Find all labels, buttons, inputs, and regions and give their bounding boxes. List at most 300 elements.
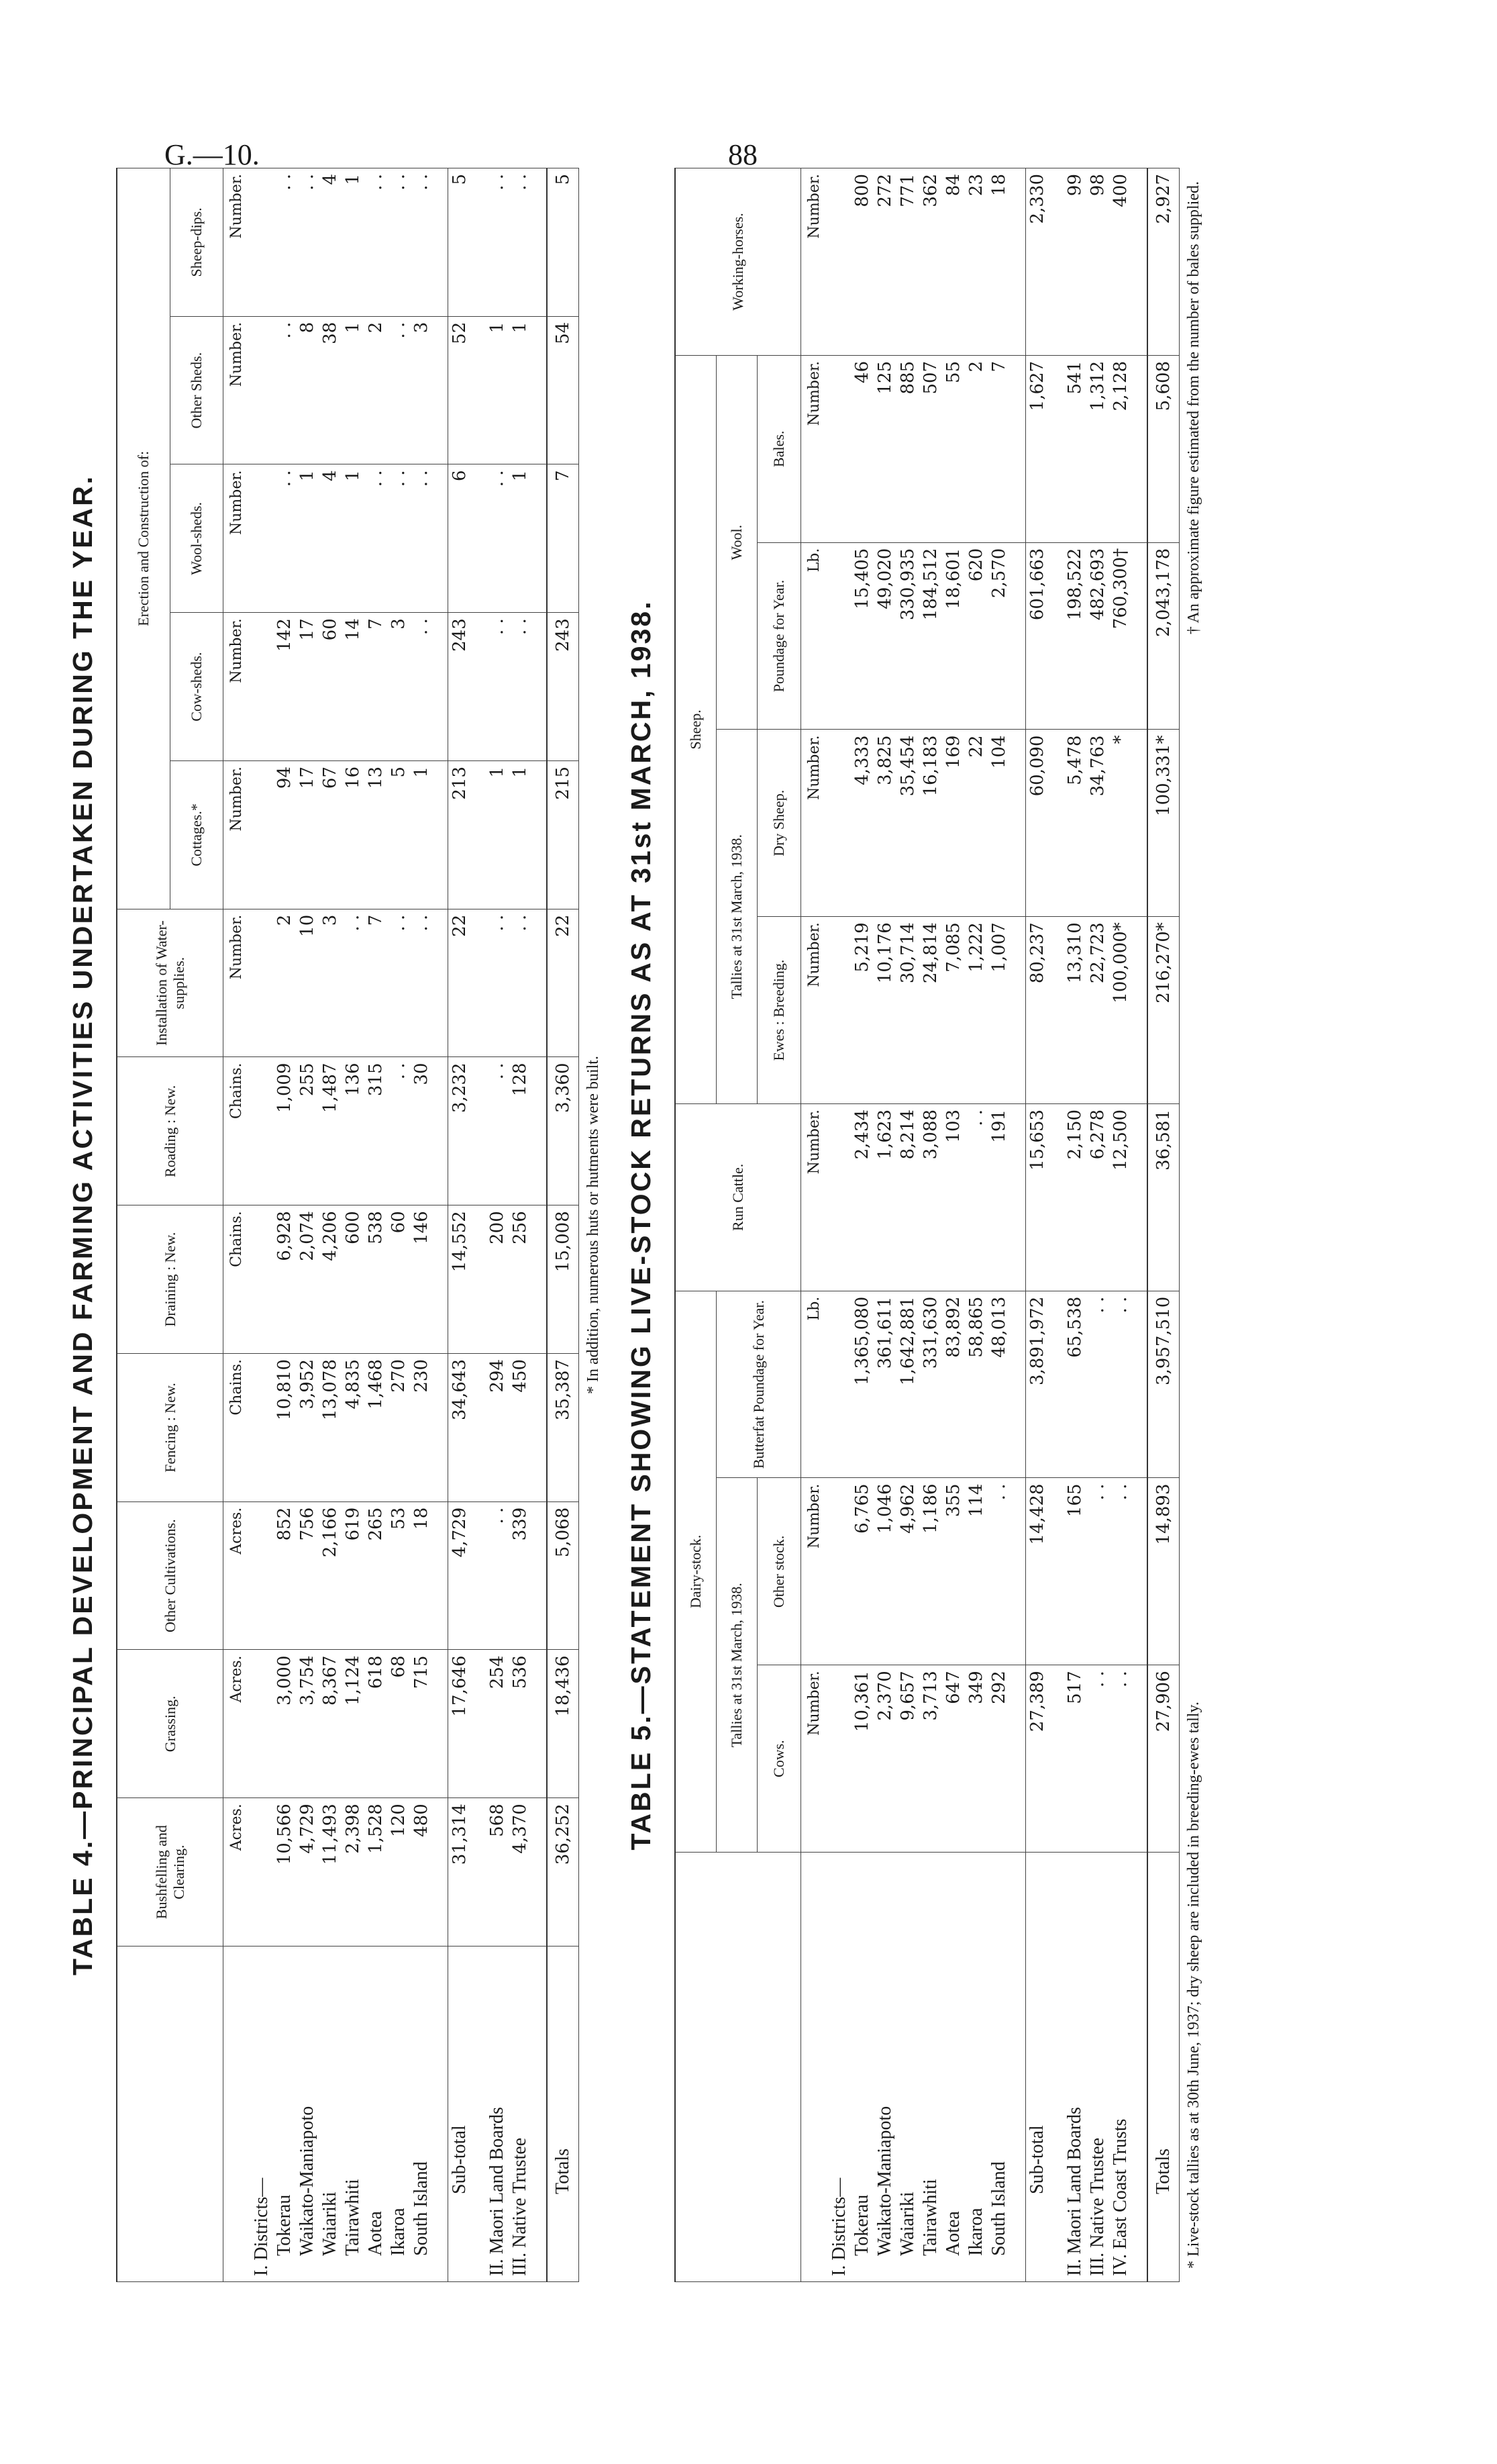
table-cell: 11,493 xyxy=(319,1798,342,1946)
row-label xyxy=(531,1946,547,2282)
row-label: Waiariki xyxy=(319,1946,342,2282)
table-cell xyxy=(828,1291,851,1478)
table-row xyxy=(410,168,433,2282)
row-label: Tairawhiti xyxy=(342,1946,364,2282)
table-cell xyxy=(828,1478,851,1665)
table5-col-header: Working-horses. xyxy=(675,168,801,356)
table4-title: TABLE 4.—PRINCIPAL DEVELOPMENT AND FARMING ACTIVITIES UNDERTAKEN DURING THE YEAR. xyxy=(67,474,98,1976)
table-cell: 647 xyxy=(942,1665,965,1853)
table-row xyxy=(319,168,342,2282)
table-cell: 3,000 xyxy=(273,1650,296,1798)
table-cell xyxy=(1132,1478,1147,1665)
table-cell: 538 xyxy=(364,1205,387,1354)
table-cell xyxy=(471,1205,486,1354)
table-cell xyxy=(471,464,486,613)
table-cell: 771 xyxy=(896,168,919,356)
row-label: Tokerau xyxy=(851,1853,874,2282)
table-cell xyxy=(471,1798,486,1946)
table-cell: 2,043,178 xyxy=(1147,542,1180,730)
table-cell: . . xyxy=(486,168,509,317)
table-cell: . . xyxy=(273,316,296,464)
table-cell: 22,723 xyxy=(1086,917,1109,1104)
table-cell: 1,007 xyxy=(988,917,1011,1104)
table-cell: 191 xyxy=(988,1103,1011,1291)
table-cell: 216,270* xyxy=(1147,917,1180,1104)
table-cell: . . xyxy=(486,464,509,613)
row-label xyxy=(433,1946,448,2282)
table-cell xyxy=(828,917,851,1104)
table-cell: 10,176 xyxy=(874,917,896,1104)
table-cell xyxy=(1011,1103,1026,1291)
table-cell xyxy=(471,1501,486,1650)
row-label: South Island xyxy=(988,1853,1011,2282)
table-cell xyxy=(828,1103,851,1291)
row-label: Ikaroa xyxy=(387,1946,410,2282)
totals-row xyxy=(547,168,579,2282)
table5-col-header: Ewes : Breeding. xyxy=(758,917,801,1104)
table-cell: Number. xyxy=(801,168,829,356)
row-label: III. Native Trustee xyxy=(1086,1853,1109,2282)
table-cell: 18 xyxy=(410,1501,433,1650)
table5-col-header: Other stock. xyxy=(758,1478,801,1665)
table-cell xyxy=(1011,168,1026,356)
table-cell: 6,278 xyxy=(1086,1103,1109,1291)
table-cell: 10,361 xyxy=(851,1665,874,1853)
table-cell: 54 xyxy=(547,316,579,464)
table-cell: 1 xyxy=(509,464,531,613)
row-label: Sub-total xyxy=(1026,1853,1049,2282)
table-cell: . . xyxy=(387,909,410,1057)
table-cell: 1 xyxy=(509,316,531,464)
table-cell: 6,928 xyxy=(273,1205,296,1354)
table-cell: . . xyxy=(1109,1291,1132,1478)
table-cell: 1 xyxy=(509,761,531,909)
table-cell: . . xyxy=(988,1478,1011,1665)
table-cell xyxy=(531,613,547,761)
table-cell: 800 xyxy=(851,168,874,356)
row-label: South Island xyxy=(410,1946,433,2282)
table-cell: 2,166 xyxy=(319,1501,342,1650)
table-cell xyxy=(1049,1478,1064,1665)
row-label xyxy=(1011,1853,1026,2282)
table-cell: 8,367 xyxy=(319,1650,342,1798)
table-cell: 165 xyxy=(1064,1478,1086,1665)
table-cell xyxy=(531,316,547,464)
table-row xyxy=(387,168,410,2282)
table-cell: Number. xyxy=(223,464,251,613)
table-row xyxy=(509,168,531,2282)
table-cell: 23 xyxy=(965,168,988,356)
row-label: III. Native Trustee xyxy=(509,1946,531,2282)
table-cell xyxy=(1132,917,1147,1104)
table-cell: . . xyxy=(387,168,410,317)
table-cell xyxy=(531,909,547,1057)
table-cell xyxy=(471,761,486,909)
table-cell: 5 xyxy=(448,168,472,317)
table-cell: 3 xyxy=(319,909,342,1057)
table-cell: 16 xyxy=(342,761,364,909)
table-cell: 1 xyxy=(342,464,364,613)
table-cell: 600 xyxy=(342,1205,364,1354)
table-cell: 213 xyxy=(448,761,472,909)
table-cell: Number. xyxy=(801,730,829,917)
table-cell: 5 xyxy=(547,168,579,317)
table4-group-header: Erection and Construction of: xyxy=(117,168,170,909)
table-cell: 5,478 xyxy=(1064,730,1086,917)
subtotal-row xyxy=(448,168,472,2282)
table4 xyxy=(116,168,579,2282)
table-cell: 1,046 xyxy=(874,1478,896,1665)
table-cell: . . xyxy=(1086,1291,1109,1478)
table-cell: 1 xyxy=(486,316,509,464)
table-cell: . . xyxy=(364,464,387,613)
spacer-row xyxy=(433,168,448,2282)
table-cell: 34,763 xyxy=(1086,730,1109,917)
table-row xyxy=(851,168,874,2282)
table-cell: 30 xyxy=(410,1057,433,1205)
page-reference: G.—10. xyxy=(164,138,260,171)
table5-col-header: Dry Sheep. xyxy=(758,730,801,917)
table-cell: 4 xyxy=(319,168,342,317)
table-cell: 8 xyxy=(296,316,319,464)
table-cell: 450 xyxy=(509,1354,531,1502)
table-cell xyxy=(828,1665,851,1853)
table-cell: 2 xyxy=(965,355,988,542)
table-cell: 3,088 xyxy=(919,1103,942,1291)
table5-col-header: Bales. xyxy=(758,355,801,542)
table-cell: 146 xyxy=(410,1205,433,1354)
row-label: Waikato-Maniapoto xyxy=(296,1946,319,2282)
spacer-row xyxy=(531,168,547,2282)
table-cell: 2 xyxy=(273,909,296,1057)
table-cell: 36,252 xyxy=(547,1798,579,1946)
table-cell: 507 xyxy=(919,355,942,542)
table-cell: 760,300† xyxy=(1109,542,1132,730)
table-cell xyxy=(1011,1291,1026,1478)
table4-col-header: Wool-sheds. xyxy=(170,464,223,613)
table-cell: 7,085 xyxy=(942,917,965,1104)
table-cell: 1 xyxy=(410,761,433,909)
table-cell: . . xyxy=(509,168,531,317)
table-cell: . . xyxy=(364,168,387,317)
table-cell: 55 xyxy=(942,355,965,542)
table-cell: 15,008 xyxy=(547,1205,579,1354)
table-cell: 1 xyxy=(486,761,509,909)
table-cell xyxy=(433,1798,448,1946)
table-cell: 292 xyxy=(988,1665,1011,1853)
table-cell: 9,657 xyxy=(896,1665,919,1853)
table-cell xyxy=(250,1501,273,1650)
table-row xyxy=(874,168,896,2282)
table-cell: 68 xyxy=(387,1650,410,1798)
table-cell: Number. xyxy=(223,316,251,464)
table-cell: 15,405 xyxy=(851,542,874,730)
row-label: Aotea xyxy=(942,1853,965,2282)
table-cell xyxy=(1011,1478,1026,1665)
table-cell: 6 xyxy=(448,464,472,613)
table-cell: 14,893 xyxy=(1147,1478,1180,1665)
row-label xyxy=(471,1946,486,2282)
table-cell xyxy=(433,1205,448,1354)
table4-footnote: * In addition, numerous huts or hutments were built. xyxy=(584,1056,602,1394)
table-cell: 1,312 xyxy=(1086,355,1109,542)
table-cell xyxy=(1049,168,1064,356)
table-cell: 14,552 xyxy=(448,1205,472,1354)
table-cell: 13 xyxy=(364,761,387,909)
table-cell: 243 xyxy=(547,613,579,761)
table-cell: 270 xyxy=(387,1354,410,1502)
table-cell: 10,810 xyxy=(273,1354,296,1502)
table-cell: 2 xyxy=(364,316,387,464)
table-row xyxy=(896,168,919,2282)
table-cell: 1,124 xyxy=(342,1650,364,1798)
table-cell: . . xyxy=(410,464,433,613)
table-cell: . . xyxy=(410,613,433,761)
table-cell: 330,935 xyxy=(896,542,919,730)
table-cell: 756 xyxy=(296,1501,319,1650)
table-cell xyxy=(1049,355,1064,542)
table-cell: 35,454 xyxy=(896,730,919,917)
table-cell: 15,653 xyxy=(1026,1103,1049,1291)
table-cell: 1,642,881 xyxy=(896,1291,919,1478)
table-cell: 4,206 xyxy=(319,1205,342,1354)
table-cell: 3,232 xyxy=(448,1057,472,1205)
table-cell xyxy=(1049,1665,1064,1853)
table-cell xyxy=(531,168,547,317)
table4-col-header: Roading : New. xyxy=(117,1057,223,1205)
table-cell: 18,436 xyxy=(547,1650,579,1798)
table-cell: 24,814 xyxy=(919,917,942,1104)
table-cell xyxy=(1132,355,1147,542)
row-label: Aotea xyxy=(364,1946,387,2282)
table5-group-tallies: Tallies at 31st March, 1938. xyxy=(717,1478,758,1853)
table-cell xyxy=(471,1057,486,1205)
table-cell: 98 xyxy=(1086,168,1109,356)
table-cell: 3,713 xyxy=(919,1665,942,1853)
table-cell: . . xyxy=(1109,1478,1132,1665)
table-cell: 331,630 xyxy=(919,1291,942,1478)
table-cell xyxy=(828,168,851,356)
table-cell: . . xyxy=(273,464,296,613)
table-cell xyxy=(471,1650,486,1798)
table-cell: 3,754 xyxy=(296,1650,319,1798)
table-cell: 254 xyxy=(486,1650,509,1798)
row-label: Tairawhiti xyxy=(919,1853,942,2282)
table-cell xyxy=(471,909,486,1057)
table5 xyxy=(674,168,1180,2282)
table-cell: 200 xyxy=(486,1205,509,1354)
table-cell xyxy=(1011,542,1026,730)
table-cell: 885 xyxy=(896,355,919,542)
section-row xyxy=(250,168,273,2282)
table-cell: 4,962 xyxy=(896,1478,919,1665)
table-cell: 400 xyxy=(1109,168,1132,356)
table-cell: 58,865 xyxy=(965,1291,988,1478)
table-cell: 120 xyxy=(387,1798,410,1946)
table-cell: . . xyxy=(410,909,433,1057)
table-cell: 30,714 xyxy=(896,917,919,1104)
table-cell: 1 xyxy=(296,464,319,613)
table-cell: 18 xyxy=(988,168,1011,356)
table-cell: 5,068 xyxy=(547,1501,579,1650)
table-cell xyxy=(433,464,448,613)
row-label: Totals xyxy=(1147,1853,1180,2282)
row-label: I. Districts— xyxy=(828,1853,851,2282)
table-row xyxy=(942,168,965,2282)
table-cell: 22 xyxy=(547,909,579,1057)
table-cell: 14 xyxy=(342,613,364,761)
table-cell xyxy=(250,1057,273,1205)
row-label: Ikaroa xyxy=(965,1853,988,2282)
table-row xyxy=(1109,168,1132,2282)
table-cell: 3 xyxy=(410,316,433,464)
table-cell: 3,952 xyxy=(296,1354,319,1502)
row-label: Tokerau xyxy=(273,1946,296,2282)
table-cell: 482,693 xyxy=(1086,542,1109,730)
table5-col-header: Butterfat Poundage for Year. xyxy=(717,1291,801,1478)
table-cell: 142 xyxy=(273,613,296,761)
table-cell: 362 xyxy=(919,168,942,356)
table-cell: 60,090 xyxy=(1026,730,1049,917)
table4-col-header: Other Cultivations. xyxy=(117,1501,223,1650)
table-cell: 852 xyxy=(273,1501,296,1650)
table-cell: Acres. xyxy=(223,1650,251,1798)
table-cell xyxy=(250,761,273,909)
table4-col-header: Cow-sheds. xyxy=(170,613,223,761)
table-cell: 48,013 xyxy=(988,1291,1011,1478)
table-cell: 1,365,080 xyxy=(851,1291,874,1478)
table-cell: * xyxy=(1109,730,1132,917)
table-cell: 7 xyxy=(547,464,579,613)
table-cell: 255 xyxy=(296,1057,319,1205)
table-cell xyxy=(250,1205,273,1354)
table-cell: 294 xyxy=(486,1354,509,1502)
table-cell: 480 xyxy=(410,1798,433,1946)
table-cell: 67 xyxy=(319,761,342,909)
table5-group-sheep: Sheep. xyxy=(675,355,717,1103)
table-cell: 83,892 xyxy=(942,1291,965,1478)
table-cell: 100,331* xyxy=(1147,730,1180,917)
table-cell: 361,611 xyxy=(874,1291,896,1478)
table-row xyxy=(342,168,364,2282)
table-cell: 2,927 xyxy=(1147,168,1180,356)
table-cell: . . xyxy=(410,168,433,317)
table-cell: 4,370 xyxy=(509,1798,531,1946)
table-cell: 2,434 xyxy=(851,1103,874,1291)
table-cell: 4,835 xyxy=(342,1354,364,1502)
spacer-row xyxy=(1011,168,1026,2282)
table-cell: Number. xyxy=(223,613,251,761)
table-cell: 184,512 xyxy=(919,542,942,730)
table-cell: 568 xyxy=(486,1798,509,1946)
table-cell: Number. xyxy=(801,1665,829,1853)
table-cell xyxy=(531,1501,547,1650)
table-cell: Chains. xyxy=(223,1354,251,1502)
spacer-row xyxy=(471,168,486,2282)
table-cell: 1,009 xyxy=(273,1057,296,1205)
table-cell: 22 xyxy=(448,909,472,1057)
table-cell: 618 xyxy=(364,1650,387,1798)
table-cell xyxy=(1132,1665,1147,1853)
table-cell: 7 xyxy=(364,613,387,761)
table5-group-tallies: Tallies at 31st March, 1938. xyxy=(717,730,758,1104)
table-row xyxy=(988,168,1011,2282)
table-cell: . . xyxy=(1086,1478,1109,1665)
table-cell xyxy=(471,1354,486,1502)
table-cell xyxy=(250,316,273,464)
table-cell: 355 xyxy=(942,1478,965,1665)
table-cell: 46 xyxy=(851,355,874,542)
table-cell: 2,330 xyxy=(1026,168,1049,356)
row-label xyxy=(1132,1853,1147,2282)
table-cell xyxy=(1049,1291,1064,1478)
table-cell: 541 xyxy=(1064,355,1086,542)
table-cell: 517 xyxy=(1064,1665,1086,1853)
table-cell: 243 xyxy=(448,613,472,761)
table-cell: . . xyxy=(273,168,296,317)
table-cell: Number. xyxy=(801,355,829,542)
row-label: Waikato-Maniapoto xyxy=(874,1853,896,2282)
table-cell: Chains. xyxy=(223,1205,251,1354)
table-row xyxy=(919,168,942,2282)
table-cell xyxy=(250,464,273,613)
table-cell: 125 xyxy=(874,355,896,542)
table-cell: 27,389 xyxy=(1026,1665,1049,1853)
table-cell: 1,468 xyxy=(364,1354,387,1502)
table-cell: 4 xyxy=(319,464,342,613)
table-cell: 31,314 xyxy=(448,1798,472,1946)
table4-col-header: Sheep-dips. xyxy=(170,168,223,317)
table-cell: Number. xyxy=(223,761,251,909)
table-cell: 2,074 xyxy=(296,1205,319,1354)
table-cell xyxy=(1132,168,1147,356)
table-cell: 17,646 xyxy=(448,1650,472,1798)
table-cell: . . xyxy=(296,168,319,317)
table-cell: Number. xyxy=(223,168,251,317)
table-row xyxy=(486,168,509,2282)
table5-col-header: Cows. xyxy=(758,1665,801,1853)
table-cell: 315 xyxy=(364,1057,387,1205)
table-cell: . . xyxy=(1086,1665,1109,1853)
table-cell: 5,219 xyxy=(851,917,874,1104)
table5-group-wool: Wool. xyxy=(717,355,758,730)
row-label: II. Maori Land Boards xyxy=(1064,1853,1086,2282)
table-cell: 60 xyxy=(387,1205,410,1354)
table-cell: 2,150 xyxy=(1064,1103,1086,1291)
table-cell: 1,528 xyxy=(364,1798,387,1946)
table-cell: 198,522 xyxy=(1064,542,1086,730)
table-cell: 103 xyxy=(942,1103,965,1291)
table-cell xyxy=(433,316,448,464)
table-cell: 27,906 xyxy=(1147,1665,1180,1853)
row-label xyxy=(801,1853,829,2282)
table-cell: 8,214 xyxy=(896,1103,919,1291)
table-cell: 256 xyxy=(509,1205,531,1354)
table-cell xyxy=(1011,730,1026,917)
table-row xyxy=(1064,168,1086,2282)
table4-col-header: Cottages.* xyxy=(170,761,223,909)
table-cell xyxy=(250,1354,273,1502)
table-cell xyxy=(531,1650,547,1798)
table4-col-header: Grassing. xyxy=(117,1650,223,1798)
table-cell: 3,891,972 xyxy=(1026,1291,1049,1478)
table-cell: 94 xyxy=(273,761,296,909)
table-cell: 230 xyxy=(410,1354,433,1502)
table-cell: 2,370 xyxy=(874,1665,896,1853)
table-cell: 2,570 xyxy=(988,542,1011,730)
row-label: I. Districts— xyxy=(250,1946,273,2282)
spacer-row xyxy=(1132,168,1147,2282)
